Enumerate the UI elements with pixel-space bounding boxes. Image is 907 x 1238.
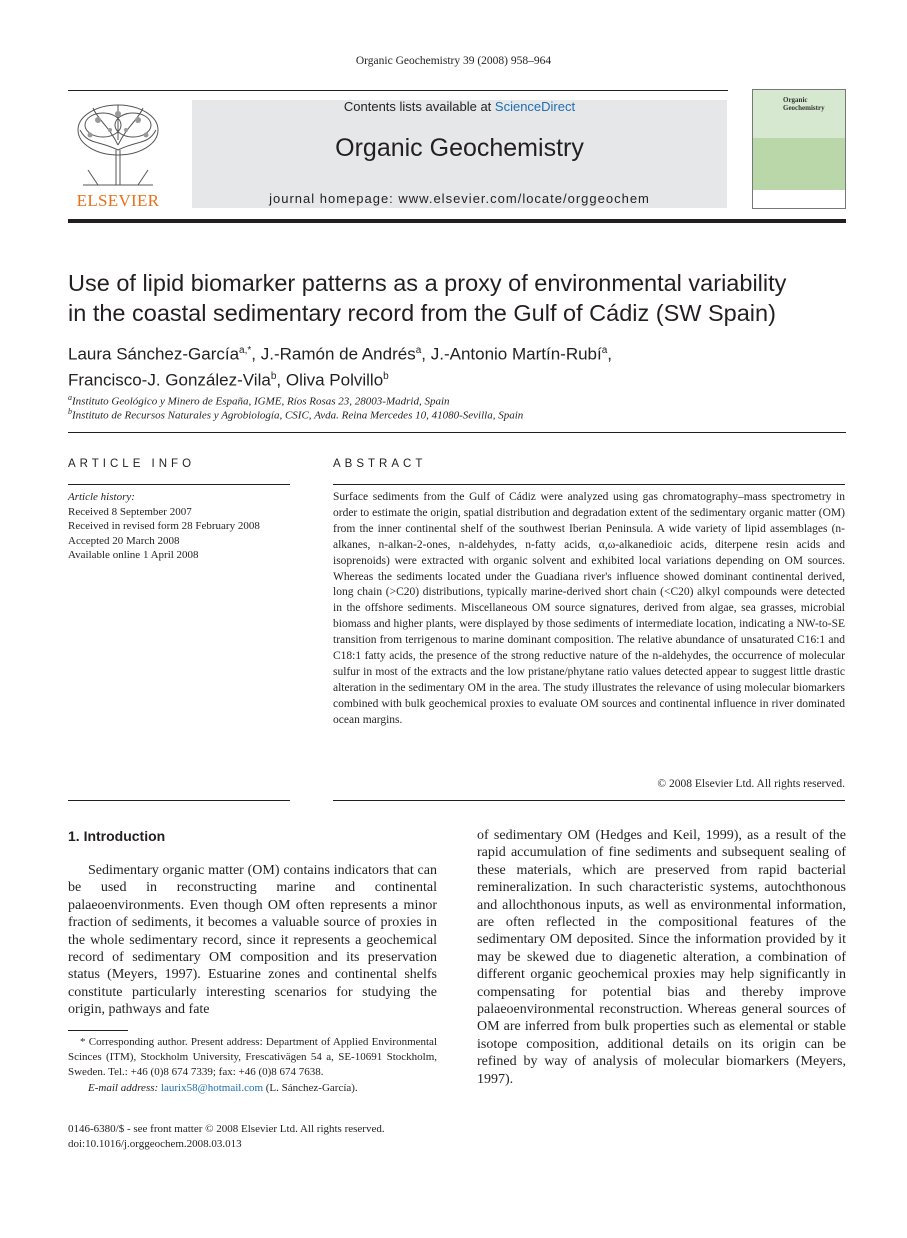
masthead-top-rule (68, 90, 728, 91)
abstract-text (333, 490, 845, 729)
affiliation-label: a (68, 393, 72, 402)
body-paragraph: Sedimentary organic matter (OM) contains indicators that can be used in reconstructing marine and continental palaeoenvironments. Even though OM often represents a minor fraction of sediments, it becomes a valuable source of proxies in the whole sedimentary record, since it represents a geochemical record of sedimentary OM composition and its preservation status (Meyers, 1997). Estuarine zones and continental shelfs constitute particularly interesting scenarios for studying the origin, pathways and fate (68, 863, 437, 1018)
issn-line: 0146-6380/$ - see front matter © 2008 Elsevier Ltd. All rights reserved. (68, 1123, 385, 1135)
author-separator: , (607, 344, 613, 364)
history-item: Received 8 September 2007 (68, 505, 192, 518)
author-name: Laura Sánchez-García (68, 344, 240, 364)
article-title (68, 268, 858, 328)
history-item: Received in revised form 28 February 2008 (68, 520, 260, 532)
cover-band (753, 138, 845, 190)
author-separator: , (421, 344, 431, 364)
title-line: Use of lipid biomarker patterns as a proxy of environmental variability (68, 270, 787, 296)
contents-line (192, 99, 727, 114)
abstract-rule (333, 484, 845, 485)
email-line (68, 1081, 437, 1096)
author-name: J.-Ramón de Andrés (260, 344, 416, 364)
abstract-paragraph: Surface sediments from the Gulf of Cádiz were analyzed using gas chromatography–mass spectrometry in order to estimate the origin, spatial distribution and degradation extent of the sedimentary organic matter (OM) from the inner continental shelf of the southwest Iberian Peninsula. A wide variety of lipid assemblages (n-alkanes, n-alkan-2-ones, n-aldehydes, n-fatty acids, α,ω-alkanedioic acids, diterpene resin acids and isoprenoids) were extracted with organic solvent and exhibited local variations depending on OM sources. Whereas the sediments located under the Guadiana river's influence showed dominant continental derived, long chain (>C20) distributions, typically marine-derived short chain (<C20) alkyl compounds were detected in the offshore sediments. Miscellaneous OM source signatures, derived from algae, sea grasses, microbial biomass and higher plants, were displayed by those sediments of intermediate location, indicating a NW-to-SE transition from terrigenous to marine dominant composition. The relative abundance of unsaturated C16:1 and C18:1 fatty acids, the presence of the strong reductive nature of the n-aldehydes, the occurrence of molecular sulfur in most of the extracts and the low pristane/phytane ratio values detected appear to suggest little drastic alteration in the sedimentary OM in the area. The study illustrates the relevance of using molecular biomarkers combined with bulk geochemical proxies to evaluate OM sources and continental influence in river dominated ocean margins. (333, 491, 845, 726)
abstract-copyright: © 2008 Elsevier Ltd. All rights reserved. (657, 778, 845, 790)
affiliation (68, 407, 523, 422)
article-info-bottom-rule (68, 800, 290, 801)
article-info-heading: ARTICLE INFO (68, 458, 196, 470)
cover-footer (753, 190, 845, 208)
sciencedirect-link[interactable]: ScienceDirect (494, 99, 576, 114)
author-name: J.-Antonio Martín-Rubí (430, 344, 602, 364)
header-divider (68, 432, 846, 433)
author-affil-mark: a,* (239, 345, 252, 356)
history-item: Available online 1 April 2008 (68, 549, 199, 561)
body-column-left (68, 862, 437, 1019)
author-affil-mark: b (383, 370, 389, 382)
front-matter-info (68, 1122, 437, 1152)
cover-title: Organic Geochemistry (783, 96, 825, 112)
email-suffix: (L. Sánchez-García). (265, 1081, 358, 1094)
history-item: Accepted 20 March 2008 (68, 534, 180, 547)
body-paragraph: of sedimentary OM (Hedges and Keil, 1999), as a result of the rapid accumulation of fine sediments and subsequent sealing of these materials, which are preserved from rapid bacterial remineralization. In such characteristic systems, autochthonous and allochthonous inputs, as well as environmental information, are often reflected in the compositional features of the sedimentary OM deposited. Since the information provided by it may be skewed due to diagenetic alteration, a combination of different organic geochemical proxies may help significantly in compensating for potential bias and thereby improve palaeoenvironmental reconstruction. Whereas general sources of OM are inferred from bulk properties such as elemental or stable isotope composition, additional details on its origin can be refined by way of analysis of molecular biomarkers (Meyers, 1997). (477, 828, 846, 1087)
title-line: in the coastal sedimentary record from the Gulf of Cádiz (SW Spain) (68, 300, 776, 326)
author-affil-mark: a (415, 345, 422, 356)
footnote-corresponding (68, 1035, 437, 1096)
article-history (68, 490, 293, 563)
publisher-name: ELSEVIER (76, 191, 160, 210)
doi-line[interactable]: doi:10.1016/j.orggeochem.2008.03.013 (68, 1138, 242, 1150)
corresponding-author-note: * Corresponding author. Present address: Department of Applied Environmental Scinces (ITM), Stockholm University, Frescativägen 54 a, SE-10691 Stockholm, Sweden. Tel.: +46 (0)8 674 7339; fax: +46 (0)8 674 7638. (68, 1036, 437, 1079)
affiliation-label: b (68, 407, 72, 416)
contents-prefix: Contents lists available at (343, 99, 495, 114)
abstract-bottom-rule (333, 800, 845, 801)
history-label: Article history: (68, 491, 135, 503)
affiliation-text: Instituto Geológico y Minero de España, IGME, Ríos Rosas 23, 28003-Madrid, Spain (72, 395, 450, 408)
email-link[interactable]: laurix58@hotmail.com (160, 1081, 264, 1094)
journal-cover-thumbnail (752, 89, 846, 209)
abstract-heading: ABSTRACT (333, 458, 427, 470)
masthead-bottom-rule (68, 219, 846, 223)
author-separator: , (251, 344, 261, 364)
email-label: E-mail address: (88, 1081, 159, 1094)
body-column-right (477, 827, 846, 1088)
journal-title: Organic Geochemistry (335, 134, 584, 162)
author-affil-mark: b (270, 370, 277, 382)
author-name: Oliva Polvillo (285, 370, 384, 390)
footnote-rule (68, 1030, 128, 1031)
author-name: Francisco-J. González-Vila (68, 370, 271, 390)
author-list (68, 340, 858, 391)
author-affil-mark: a (601, 345, 608, 356)
article-info-rule (68, 484, 290, 485)
section-heading-introduction: 1. Introduction (68, 828, 166, 844)
author-separator: , (276, 370, 286, 390)
running-head: Organic Geochemistry 39 (2008) 958–964 (355, 55, 552, 67)
affiliation-text: Instituto de Recursos Naturales y Agrobiología, CSIC, Avda. Reina Mercedes 10, 41080-Sevilla, Spain (72, 409, 524, 422)
journal-homepage[interactable]: journal homepage: www.elsevier.com/locate/orggeochem (269, 191, 650, 206)
affiliation (68, 393, 450, 408)
